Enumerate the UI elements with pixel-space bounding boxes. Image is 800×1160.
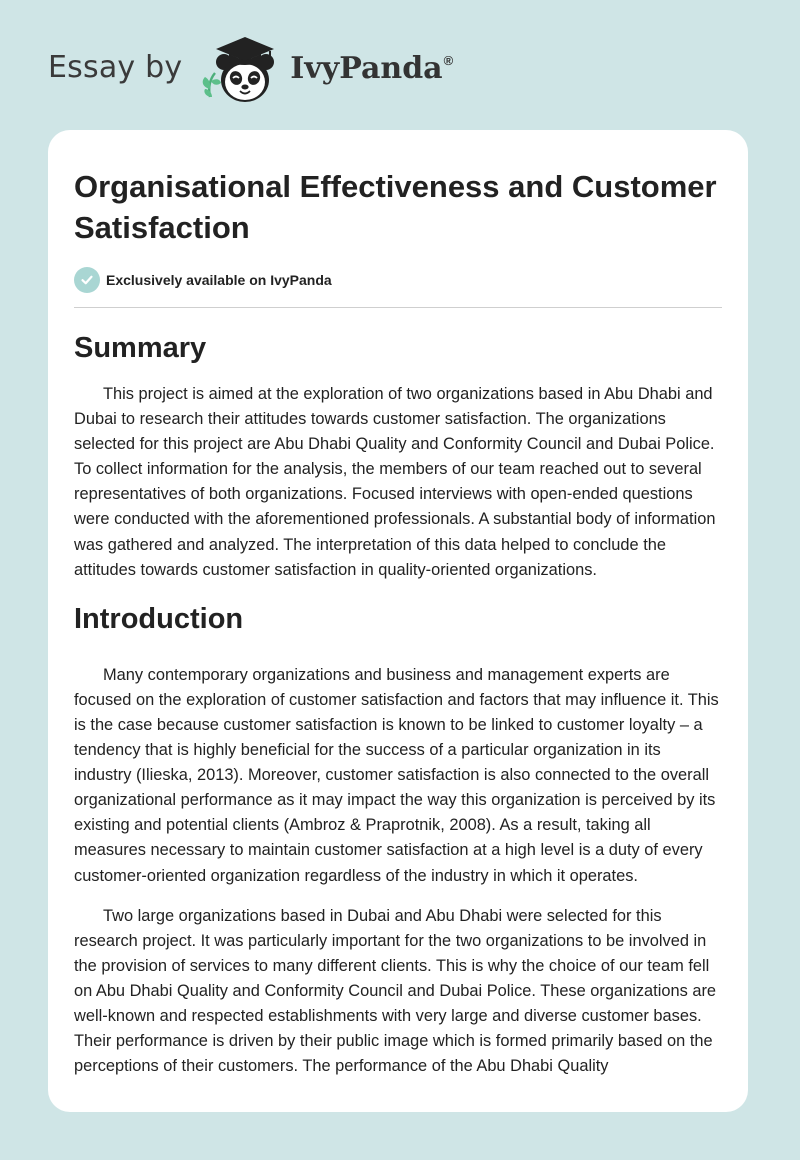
section-heading-summary: Summary bbox=[74, 332, 207, 364]
introduction-paragraph-2: Two large organizations based in Dubai and Abu Dhabi were selected for this research project. It was particularly important for the two organizations to be involved in the provision of services to many different clients. This is why the choice of our team fell on Abu Dhabi Quality and Conformity Council and Dubai Police. These organizations are well-known and respected establishments with very large and diverse customer bases. Their performance is driven by their public image which is formed primarily based on the perceptions of their customers. The performance of the Abu Dhabi Quality bbox=[74, 906, 717, 1076]
checkmark-icon bbox=[80, 273, 94, 287]
brand-label: IvyPanda bbox=[290, 50, 443, 86]
essay-content bbox=[48, 166, 748, 1079]
essay-by-label: Essay by bbox=[48, 49, 183, 85]
panda-logo-icon[interactable] bbox=[196, 31, 288, 109]
brand-name[interactable] bbox=[290, 51, 453, 86]
introduction-paragraph-1: Many contemporary organizations and business and management experts are focused on the exploration of customer satisfaction and factors that may influence it. This is the case because customer satisfaction is known to be linked to customer loyalty – a tendency that is highly beneficial for the success of a particular organization in its industry (Ilieska, 2013). Moreover, customer satisfaction is also connected to the overall organizational performance as it may impact the way this organization is perceived by its existing and potential clients (Ambroz & Praprotnik, 2008). As a result, taking all measures necessary to maintain customer satisfaction at a high level is a duty of every customer-oriented organization regardless of the industry in which it operates. bbox=[74, 665, 719, 885]
divider bbox=[74, 307, 722, 308]
page-title: Organisational Effectiveness and Customer Satisfaction bbox=[74, 169, 717, 245]
summary-paragraph: This project is aimed at the exploration of two organizations based in Abu Dhabi and Dubai to research their attitudes towards customer satisfaction. The organizations selected for this project are Abu Dhabi Quality and Conformity Council and Dubai Police. To collect information for the analysis, the members of our team reached out to several representatives of both organizations. Focused interviews with open-ended questions were conducted with the aforementioned professionals. A substantial body of information was gathered and analyzed. The interpretation of this data helped to conclude the attitudes towards customer satisfaction in quality-oriented organizations. bbox=[74, 385, 716, 579]
registered-mark: ® bbox=[443, 52, 454, 68]
section-heading-introduction: Introduction bbox=[74, 602, 244, 635]
badge-text: Exclusively available on IvyPanda bbox=[106, 272, 332, 288]
check-circle-icon bbox=[74, 267, 100, 293]
essay-card bbox=[48, 130, 748, 1112]
site-header bbox=[48, 30, 453, 110]
exclusive-badge bbox=[74, 267, 722, 293]
